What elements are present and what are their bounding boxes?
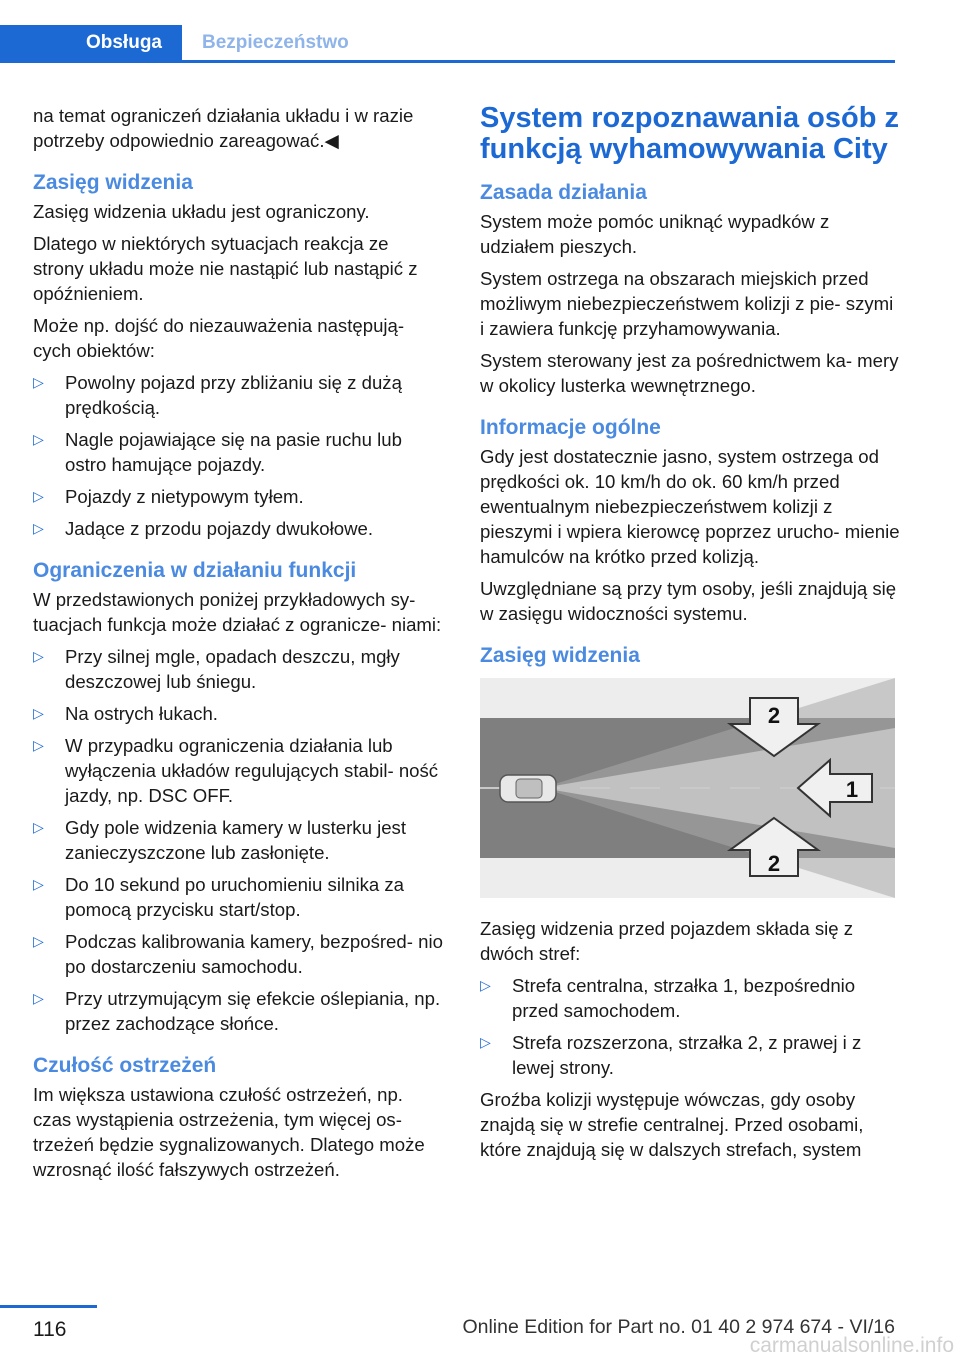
heading-informacje-ogolne: Informacje ogólne — [480, 416, 661, 439]
right-column — [480, 103, 900, 1169]
paragraph: Uwzględniane są przy tym osoby, jeśli znajdują się w zasięgu widoczności systemu. — [480, 578, 897, 624]
left-column — [33, 103, 443, 1189]
list-item-text: Strefa rozszerzona, strzałka 2, z prawej i z lewej strony. — [512, 1032, 862, 1078]
paragraph: System sterowany jest za pośrednictwem ka‐ mery w okolicy lusterka wewnętrznego. — [480, 350, 899, 396]
list-item-text: Przy silnej mgle, opadach deszczu, mgły deszczowej lub śniegu. — [65, 646, 400, 692]
edition-text: Online Edition for Part no. 01 40 2 974 674 - VI/16 — [462, 1316, 895, 1338]
paragraph: Zasięg widzenia układu jest ograniczony. — [33, 201, 370, 222]
tab-obsluga[interactable]: Obsługa — [0, 25, 182, 61]
list-item — [33, 929, 443, 979]
triangle-bullet-icon: ▷ — [480, 1034, 491, 1050]
list-item-text: Pojazdy z nietypowym tyłem. — [65, 486, 304, 507]
list-item-text: Na ostrych łukach. — [65, 703, 218, 724]
list-zones — [480, 973, 900, 1080]
triangle-bullet-icon: ▷ — [33, 933, 44, 949]
heading-ograniczenia: Ograniczenia w działaniu funkcji — [33, 559, 357, 582]
list-item-text: Strefa centralna, strzałka 1, bezpośrednio przed samochodem. — [512, 975, 856, 1021]
paragraph: Groźba kolizji występuje wówczas, gdy osoby znajdą się w strefie centralnej. Przed osobami, które znajdują się w dalszych strefach, system — [480, 1089, 864, 1160]
arrow-label-2-top: 2 — [767, 703, 781, 728]
list-item — [33, 815, 443, 865]
list-item-text: Nagle pojawiające się na pasie ruchu lub ostro hamujące pojazdy. — [65, 429, 402, 475]
list-item — [33, 644, 443, 694]
triangle-bullet-icon: ▷ — [33, 488, 44, 504]
list-limitations — [33, 644, 443, 1036]
arrow-label-1: 1 — [845, 777, 859, 802]
field-of-view-diagram — [480, 678, 895, 898]
list-item-text: Jadące z przodu pojazdy dwukołowe. — [65, 518, 374, 539]
triangle-bullet-icon: ▷ — [33, 737, 44, 753]
paragraph: Może np. dojść do niezauważenia następują‐ cych obiektów: — [33, 315, 405, 361]
triangle-bullet-icon: ▷ — [480, 977, 491, 993]
triangle-bullet-icon: ▷ — [33, 520, 44, 536]
list-objects — [33, 370, 443, 541]
list-item-text: Gdy pole widzenia kamery w lusterku jest zanieczyszczone lub zasłonięte. — [65, 817, 407, 863]
list-item — [480, 973, 900, 1023]
heading-czulosc: Czułość ostrzeżeń — [33, 1054, 217, 1077]
triangle-bullet-icon: ▷ — [33, 648, 44, 664]
list-item-text: Podczas kalibrowania kamery, bezpośred‐ nio po dostarczeniu samochodu. — [65, 931, 443, 977]
header-rule — [0, 60, 895, 63]
list-item — [33, 872, 443, 922]
list-item — [33, 516, 443, 541]
heading-zasieg-widzenia-right: Zasięg widzenia — [480, 644, 640, 667]
watermark: carmanualsonline.info — [749, 1334, 954, 1357]
tab-bezpieczenstwo[interactable]: Bezpieczeństwo — [202, 32, 349, 53]
heading-zasieg-widzenia: Zasięg widzenia — [33, 171, 193, 194]
arrow-label-2-bottom: 2 — [767, 851, 781, 876]
paragraph: System może pomóc uniknąć wypadków z udziałem pieszych. — [480, 211, 830, 257]
section-title: System rozpoznawania osób z funkcją wyhamowywania City — [480, 102, 899, 165]
triangle-bullet-icon: ▷ — [33, 876, 44, 892]
paragraph: Im większa ustawiona czułość ostrzeżeń, np. czas wystąpienia ostrzeżenia, tym więcej os‐ trzeżeń będzie sygnalizowanych. Dlatego może wzrosnąć ilość fałszywych ostrzeżeń. — [33, 1084, 425, 1180]
triangle-bullet-icon: ▷ — [33, 705, 44, 721]
list-item — [33, 701, 443, 726]
page-number: 116 — [33, 1318, 67, 1341]
list-item — [33, 986, 443, 1036]
list-item — [33, 484, 443, 509]
paragraph: W przedstawionych poniżej przykładowych sy‐ tuacjach funkcja może działać z ogranicze‐ niami: — [33, 589, 442, 635]
paragraph: Dlatego w niektórych sytuacjach reakcja ze strony układu może nie nastąpić lub nastąpić z opóźnieniem. — [33, 233, 418, 304]
triangle-bullet-icon: ▷ — [33, 431, 44, 447]
list-item-text: W przypadku ograniczenia działania lub wyłączenia układów regulujących stabil‐ ność jazdy, np. DSC OFF. — [65, 735, 439, 806]
paragraph: Zasięg widzenia przed pojazdem składa się z dwóch stref: — [480, 918, 854, 964]
triangle-bullet-icon: ▷ — [33, 990, 44, 1006]
list-item-text: Do 10 sekund po uruchomieniu silnika za pomocą przycisku start/stop. — [65, 874, 405, 920]
list-item — [33, 427, 443, 477]
paragraph: System ostrzega na obszarach miejskich przed możliwym niebezpieczeństwem kolizji z pie‐ szymi i zawiera funkcję przyhamowywania. — [480, 268, 894, 339]
header-tabs — [0, 25, 369, 61]
list-item-text: Przy utrzymującym się efekcie oślepiania, np. przez zachodzące słońce. — [65, 988, 441, 1034]
list-item-text: Powolny pojazd przy zbliżaniu się z dużą prędkością. — [65, 372, 402, 418]
footer-rule — [0, 1305, 97, 1308]
list-item — [480, 1030, 900, 1080]
car-icon — [500, 775, 556, 802]
paragraph: Gdy jest dostatecznie jasno, system ostrzega od prędkości ok. 10 km/h do ok. 60 km/h przed ewentualnym niebezpieczeństwem kolizji z pieszymi i wpiera kierowcę poprzez urucho‐ mienie hamulców na krótko przed kolizją. — [480, 446, 900, 567]
heading-zasada-dzialania: Zasada działania — [480, 181, 647, 204]
list-item — [33, 370, 443, 420]
list-item — [33, 733, 443, 808]
triangle-bullet-icon: ▷ — [33, 819, 44, 835]
triangle-bullet-icon: ▷ — [33, 374, 44, 390]
intro-paragraph: na temat ograniczeń działania układu i w razie potrzeby odpowiednio zareagować.◀ — [33, 105, 414, 151]
